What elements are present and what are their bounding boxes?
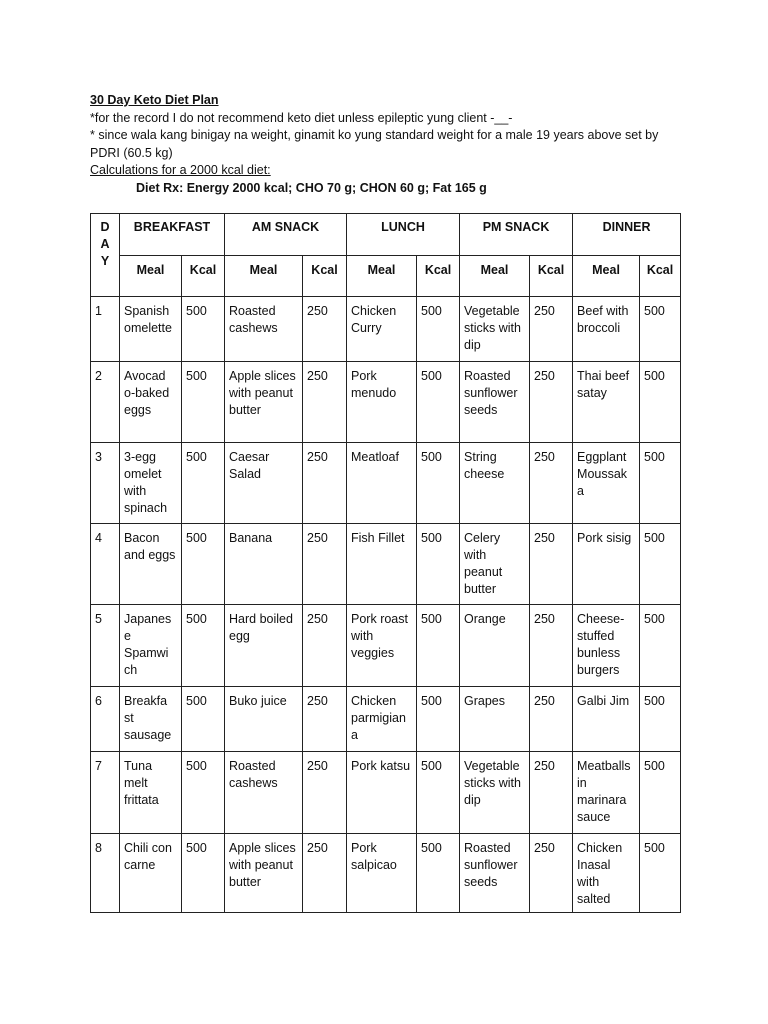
am-snack-kcal: 250 <box>303 687 347 752</box>
lunch-meal: Pork roast with veggies <box>347 605 417 687</box>
document-header <box>90 92 690 197</box>
table-row <box>91 687 681 752</box>
am-snack-meal: Hard boiled egg <box>225 605 303 687</box>
breakfast-kcal: 500 <box>182 443 225 524</box>
lunch-kcal: 500 <box>417 524 460 605</box>
dinner-meal: Galbi Jim <box>573 687 640 752</box>
dinner-kcal: 500 <box>640 297 681 362</box>
kcal-subheader: Kcal <box>640 256 681 297</box>
meal-subheader: Meal <box>460 256 530 297</box>
breakfast-meal: Tuna melt frittata <box>120 752 182 834</box>
am-snack-kcal: 250 <box>303 752 347 834</box>
breakfast-kcal: 500 <box>182 834 225 913</box>
pm-snack-meal: Orange <box>460 605 530 687</box>
breakfast-kcal: 500 <box>182 605 225 687</box>
am-snack-meal: Banana <box>225 524 303 605</box>
dinner-meal: Pork sisig <box>573 524 640 605</box>
group-header-row <box>91 214 681 256</box>
day-number: 1 <box>91 297 120 362</box>
disclaimer-note: *for the record I do not recommend keto diet unless epileptic yung client -__- <box>90 110 513 125</box>
lunch-kcal: 500 <box>417 297 460 362</box>
pm-snack-kcal: 250 <box>530 524 573 605</box>
weight-note-cont: PDRI (60.5 kg) <box>90 145 173 160</box>
lunch-kcal: 500 <box>417 834 460 913</box>
dinner-meal: Beef with broccoli <box>573 297 640 362</box>
day-number: 7 <box>91 752 120 834</box>
dinner-meal: Cheese-stuffed bunless burgers <box>573 605 640 687</box>
lunch-meal: Fish Fillet <box>347 524 417 605</box>
lunch-kcal: 500 <box>417 605 460 687</box>
pm-snack-meal: Roasted sunflower seeds <box>460 834 530 913</box>
dinner-kcal: 500 <box>640 443 681 524</box>
lunch-meal: Meatloaf <box>347 443 417 524</box>
pm-snack-meal: String cheese <box>460 443 530 524</box>
breakfast-meal: Japanes e Spamwi ch <box>120 605 182 687</box>
kcal-subheader: Kcal <box>182 256 225 297</box>
breakfast-kcal: 500 <box>182 362 225 443</box>
diet-prescription: Diet Rx: Energy 2000 kcal; CHO 70 g; CHON 60 g; Fat 165 g <box>136 180 487 195</box>
am-snack-header: AM SNACK <box>225 214 347 256</box>
lunch-meal: Pork menudo <box>347 362 417 443</box>
day-number: 8 <box>91 834 120 913</box>
kcal-subheader: Kcal <box>417 256 460 297</box>
dinner-kcal: 500 <box>640 524 681 605</box>
pm-snack-kcal: 250 <box>530 362 573 443</box>
subheader-row <box>91 256 681 297</box>
breakfast-meal: Bacon and eggs <box>120 524 182 605</box>
am-snack-meal: Apple slices with peanut butter <box>225 362 303 443</box>
am-snack-meal: Roasted cashews <box>225 752 303 834</box>
table-row <box>91 297 681 362</box>
day-number: 2 <box>91 362 120 443</box>
day-column-header: D A Y <box>91 214 120 297</box>
breakfast-kcal: 500 <box>182 524 225 605</box>
am-snack-meal: Roasted cashews <box>225 297 303 362</box>
am-snack-kcal: 250 <box>303 297 347 362</box>
dinner-meal: Thai beef satay <box>573 362 640 443</box>
meal-subheader: Meal <box>225 256 303 297</box>
pm-snack-meal: Grapes <box>460 687 530 752</box>
pm-snack-kcal: 250 <box>530 443 573 524</box>
kcal-subheader: Kcal <box>303 256 347 297</box>
day-number: 4 <box>91 524 120 605</box>
day-number: 6 <box>91 687 120 752</box>
table-row <box>91 443 681 524</box>
meal-subheader: Meal <box>573 256 640 297</box>
am-snack-kcal: 250 <box>303 605 347 687</box>
dinner-meal: Eggplant Moussak a <box>573 443 640 524</box>
pm-snack-kcal: 250 <box>530 687 573 752</box>
table-row <box>91 362 681 443</box>
table-row <box>91 605 681 687</box>
lunch-meal: Chicken parmigian a <box>347 687 417 752</box>
breakfast-meal: 3-egg omelet with spinach <box>120 443 182 524</box>
day-number: 5 <box>91 605 120 687</box>
dinner-meal: Chicken Inasal with salted <box>573 834 640 913</box>
breakfast-meal: Chili con carne <box>120 834 182 913</box>
dinner-kcal: 500 <box>640 687 681 752</box>
pm-snack-meal: Vegetable sticks with dip <box>460 297 530 362</box>
kcal-subheader: Kcal <box>530 256 573 297</box>
meal-subheader: Meal <box>120 256 182 297</box>
lunch-header: LUNCH <box>347 214 460 256</box>
pm-snack-meal: Vegetable sticks with dip <box>460 752 530 834</box>
lunch-kcal: 500 <box>417 752 460 834</box>
pm-snack-meal: Celery with peanut butter <box>460 524 530 605</box>
am-snack-meal: Buko juice <box>225 687 303 752</box>
breakfast-kcal: 500 <box>182 752 225 834</box>
meal-subheader: Meal <box>347 256 417 297</box>
dinner-meal: Meatballs in marinara sauce <box>573 752 640 834</box>
breakfast-meal: Spanish omelette <box>120 297 182 362</box>
am-snack-kcal: 250 <box>303 524 347 605</box>
dinner-header: DINNER <box>573 214 681 256</box>
table-row <box>91 834 681 913</box>
dinner-kcal: 500 <box>640 834 681 913</box>
lunch-meal: Chicken Curry <box>347 297 417 362</box>
breakfast-meal: Avocad o-baked eggs <box>120 362 182 443</box>
breakfast-kcal: 500 <box>182 687 225 752</box>
lunch-meal: Pork salpicao <box>347 834 417 913</box>
am-snack-kcal: 250 <box>303 443 347 524</box>
pm-snack-meal: Roasted sunflower seeds <box>460 362 530 443</box>
breakfast-kcal: 500 <box>182 297 225 362</box>
pm-snack-kcal: 250 <box>530 297 573 362</box>
am-snack-kcal: 250 <box>303 834 347 913</box>
table-row <box>91 752 681 834</box>
breakfast-header: BREAKFAST <box>120 214 225 256</box>
pm-snack-kcal: 250 <box>530 605 573 687</box>
pm-snack-header: PM SNACK <box>460 214 573 256</box>
meal-plan-table <box>90 213 681 913</box>
dinner-kcal: 500 <box>640 605 681 687</box>
day-number: 3 <box>91 443 120 524</box>
pm-snack-kcal: 250 <box>530 834 573 913</box>
am-snack-kcal: 250 <box>303 362 347 443</box>
lunch-meal: Pork katsu <box>347 752 417 834</box>
lunch-kcal: 500 <box>417 362 460 443</box>
document-title: 30 Day Keto Diet Plan <box>90 93 219 107</box>
dinner-kcal: 500 <box>640 752 681 834</box>
lunch-kcal: 500 <box>417 687 460 752</box>
table-row <box>91 524 681 605</box>
calculation-heading: Calculations for a 2000 kcal diet: <box>90 163 271 177</box>
dinner-kcal: 500 <box>640 362 681 443</box>
breakfast-meal: Breakfa st sausage <box>120 687 182 752</box>
lunch-kcal: 500 <box>417 443 460 524</box>
am-snack-meal: Caesar Salad <box>225 443 303 524</box>
weight-note: * since wala kang binigay na weight, ginamit ko yung standard weight for a male 19 years above set by <box>90 128 659 142</box>
pm-snack-kcal: 250 <box>530 752 573 834</box>
am-snack-meal: Apple slices with peanut butter <box>225 834 303 913</box>
